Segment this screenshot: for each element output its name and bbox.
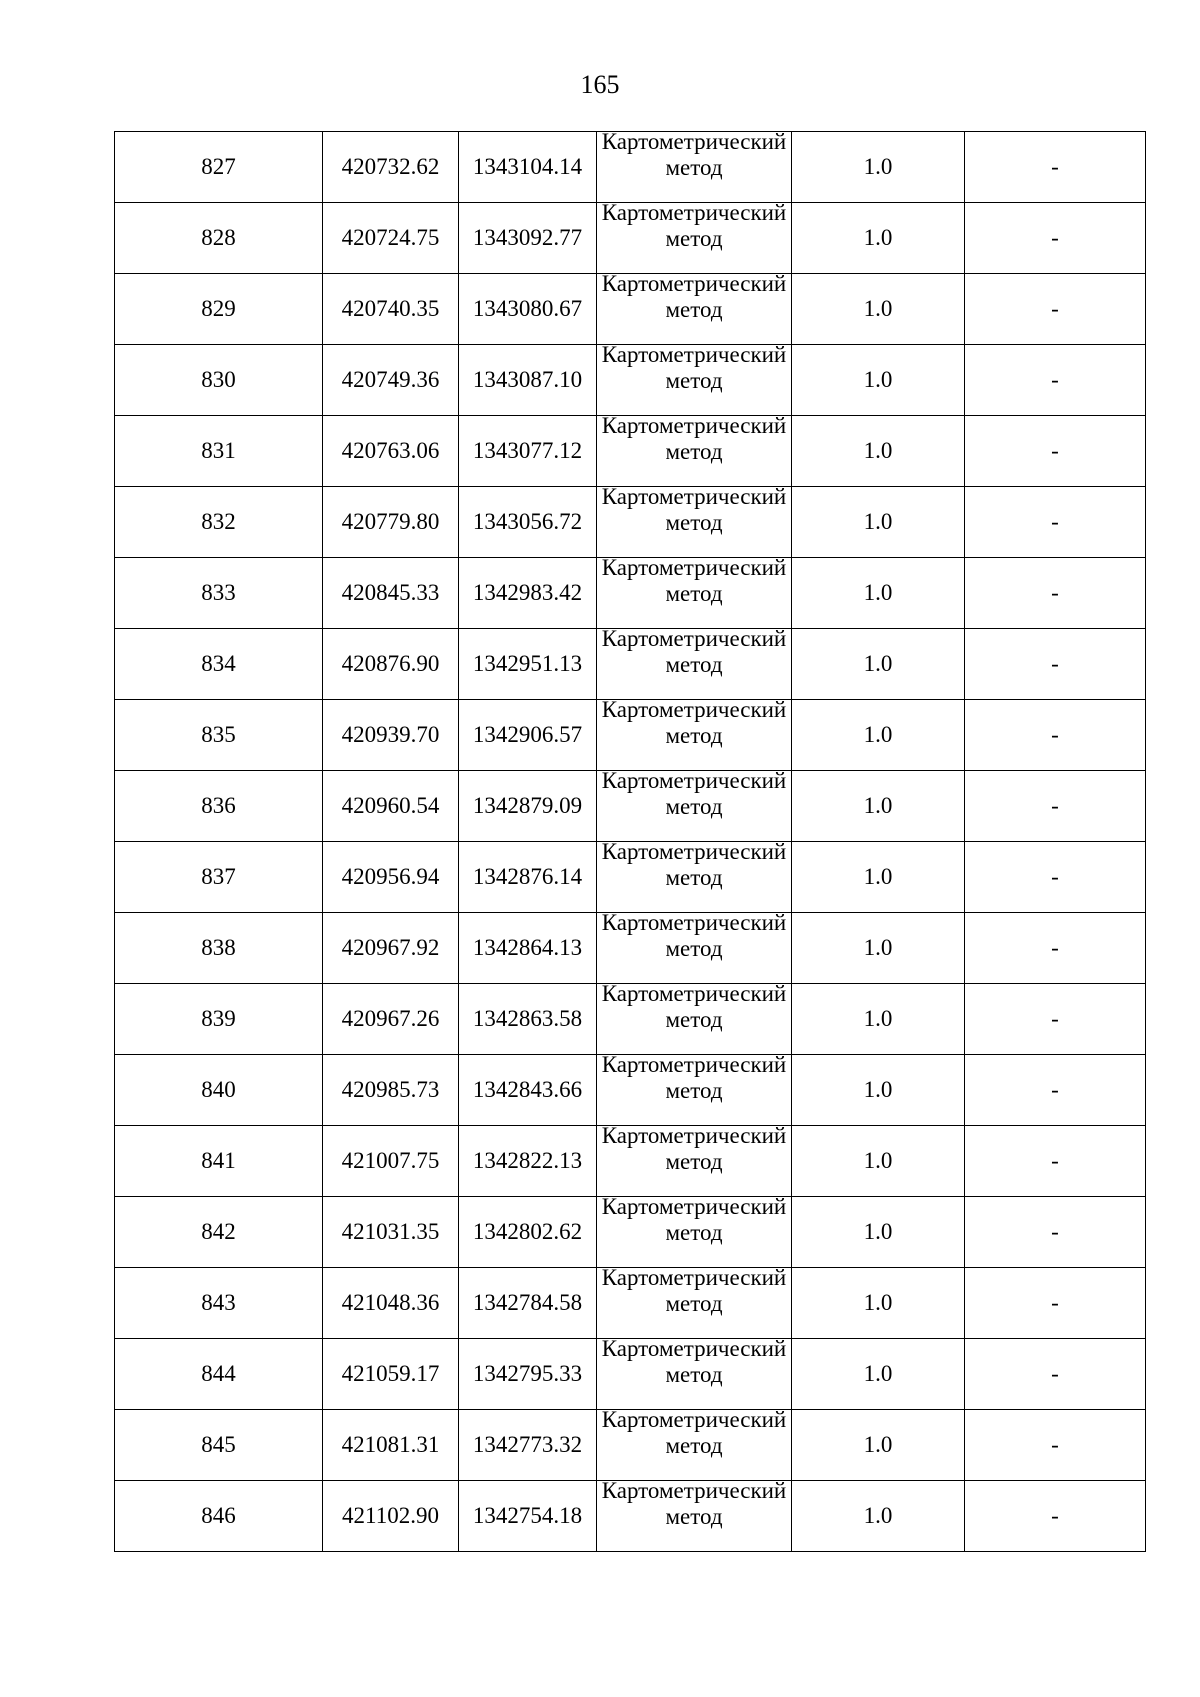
method-cell: [597, 200, 792, 274]
accuracy-cell: 1.0: [792, 558, 965, 629]
point-number-cell: 834: [115, 629, 323, 700]
method-cell: [597, 768, 792, 842]
method-text: [597, 1194, 791, 1246]
table-row: [115, 345, 1146, 416]
method-text: [597, 555, 791, 607]
y-coordinate-cell: 1342906.57: [459, 700, 597, 771]
note-cell: -: [965, 558, 1146, 629]
note-cell: -: [965, 629, 1146, 700]
accuracy-cell: 1.0: [792, 629, 965, 700]
method-cell: [597, 1336, 792, 1410]
method-cell: [597, 1407, 792, 1481]
method-line-1: Картометрический: [601, 129, 787, 154]
table-row: [115, 629, 1146, 700]
table-row: [115, 132, 1146, 203]
method-text: [597, 342, 791, 394]
note-cell: -: [965, 487, 1146, 558]
table-row: [115, 1197, 1146, 1268]
accuracy-cell: 1.0: [792, 700, 965, 771]
point-number-cell: 835: [115, 700, 323, 771]
y-coordinate-cell: 1343092.77: [459, 203, 597, 274]
x-coordinate-cell: 420732.62: [323, 132, 459, 203]
method-line-2: метод: [665, 1149, 723, 1174]
y-coordinate-cell: 1342843.66: [459, 1055, 597, 1126]
accuracy-cell: 1.0: [792, 132, 965, 203]
method-line-1: Картометрический: [601, 981, 787, 1006]
table-row: [115, 274, 1146, 345]
point-number-cell: 829: [115, 274, 323, 345]
note-cell: -: [965, 1410, 1146, 1481]
note-cell: -: [965, 700, 1146, 771]
method-cell: [597, 271, 792, 345]
note-cell: -: [965, 1268, 1146, 1339]
method-line-1: Картометрический: [601, 1265, 787, 1290]
x-coordinate-cell: 420967.92: [323, 913, 459, 984]
method-line-1: Картометрический: [601, 1336, 787, 1361]
method-line-2: метод: [665, 1007, 723, 1032]
note-cell: -: [965, 1126, 1146, 1197]
y-coordinate-cell: 1342822.13: [459, 1126, 597, 1197]
method-line-2: метод: [665, 226, 723, 251]
accuracy-cell: 1.0: [792, 913, 965, 984]
method-cell: [597, 839, 792, 913]
x-coordinate-cell: 421102.90: [323, 1481, 459, 1552]
method-line-1: Картометрический: [601, 413, 787, 438]
x-coordinate-cell: 420845.33: [323, 558, 459, 629]
point-number-cell: 841: [115, 1126, 323, 1197]
table-row: [115, 203, 1146, 274]
y-coordinate-cell: 1342983.42: [459, 558, 597, 629]
x-coordinate-cell: 420779.80: [323, 487, 459, 558]
method-line-2: метод: [665, 1078, 723, 1103]
table-row: [115, 1339, 1146, 1410]
accuracy-cell: 1.0: [792, 416, 965, 487]
method-line-2: метод: [665, 297, 723, 322]
method-cell: [597, 981, 792, 1055]
method-line-1: Картометрический: [601, 1407, 787, 1432]
accuracy-cell: 1.0: [792, 274, 965, 345]
point-number-cell: 827: [115, 132, 323, 203]
table-row: [115, 487, 1146, 558]
x-coordinate-cell: 421081.31: [323, 1410, 459, 1481]
method-cell: [597, 697, 792, 771]
method-cell: [597, 413, 792, 487]
note-cell: -: [965, 416, 1146, 487]
table-row: [115, 842, 1146, 913]
method-cell: [597, 1052, 792, 1126]
accuracy-cell: 1.0: [792, 1268, 965, 1339]
point-number-cell: 839: [115, 984, 323, 1055]
x-coordinate-cell: 420960.54: [323, 771, 459, 842]
table-row: [115, 913, 1146, 984]
table-row: [115, 1126, 1146, 1197]
x-coordinate-cell: 421007.75: [323, 1126, 459, 1197]
point-number-cell: 831: [115, 416, 323, 487]
note-cell: -: [965, 132, 1146, 203]
method-line-2: метод: [665, 155, 723, 180]
method-text: [597, 271, 791, 323]
point-number-cell: 842: [115, 1197, 323, 1268]
note-cell: -: [965, 345, 1146, 416]
method-text: [597, 839, 791, 891]
accuracy-cell: 1.0: [792, 487, 965, 558]
accuracy-cell: 1.0: [792, 1339, 965, 1410]
y-coordinate-cell: 1342864.13: [459, 913, 597, 984]
y-coordinate-cell: 1342802.62: [459, 1197, 597, 1268]
accuracy-cell: 1.0: [792, 984, 965, 1055]
point-number-cell: 833: [115, 558, 323, 629]
table-row: [115, 1481, 1146, 1552]
y-coordinate-cell: 1343077.12: [459, 416, 597, 487]
table-row: [115, 1410, 1146, 1481]
accuracy-cell: 1.0: [792, 842, 965, 913]
note-cell: -: [965, 984, 1146, 1055]
note-cell: -: [965, 913, 1146, 984]
y-coordinate-cell: 1342773.32: [459, 1410, 597, 1481]
accuracy-cell: 1.0: [792, 345, 965, 416]
method-text: [597, 626, 791, 678]
y-coordinate-cell: 1342879.09: [459, 771, 597, 842]
y-coordinate-cell: 1343080.67: [459, 274, 597, 345]
x-coordinate-cell: 420724.75: [323, 203, 459, 274]
table-row: [115, 1268, 1146, 1339]
point-number-cell: 832: [115, 487, 323, 558]
method-text: [597, 413, 791, 465]
method-line-1: Картометрический: [601, 1123, 787, 1148]
accuracy-cell: 1.0: [792, 1126, 965, 1197]
y-coordinate-cell: 1342784.58: [459, 1268, 597, 1339]
table-row: [115, 984, 1146, 1055]
note-cell: -: [965, 1339, 1146, 1410]
point-number-cell: 843: [115, 1268, 323, 1339]
accuracy-cell: 1.0: [792, 1481, 965, 1552]
method-text: [597, 768, 791, 820]
method-line-2: метод: [665, 510, 723, 535]
method-line-1: Картометрический: [601, 697, 787, 722]
x-coordinate-cell: 420876.90: [323, 629, 459, 700]
method-line-2: метод: [665, 439, 723, 464]
method-cell: [597, 1194, 792, 1268]
method-text: [597, 697, 791, 749]
method-line-2: метод: [665, 794, 723, 819]
table-body: [115, 129, 1146, 1552]
method-line-1: Картометрический: [601, 271, 787, 296]
note-cell: -: [965, 842, 1146, 913]
method-cell: [597, 342, 792, 416]
method-cell: [597, 555, 792, 629]
method-line-2: метод: [665, 652, 723, 677]
y-coordinate-cell: 1343104.14: [459, 132, 597, 203]
method-text: [597, 129, 791, 181]
x-coordinate-cell: 420763.06: [323, 416, 459, 487]
method-line-2: метод: [665, 1433, 723, 1458]
note-cell: -: [965, 203, 1146, 274]
accuracy-cell: 1.0: [792, 1055, 965, 1126]
method-line-1: Картометрический: [601, 1052, 787, 1077]
table-row: [115, 416, 1146, 487]
method-line-1: Картометрический: [601, 839, 787, 864]
method-line-1: Картометрический: [601, 200, 787, 225]
y-coordinate-cell: 1342754.18: [459, 1481, 597, 1552]
method-text: [597, 1052, 791, 1104]
point-number-cell: 846: [115, 1481, 323, 1552]
method-text: [597, 910, 791, 962]
x-coordinate-cell: 420956.94: [323, 842, 459, 913]
method-text: [597, 1407, 791, 1459]
y-coordinate-cell: 1343056.72: [459, 487, 597, 558]
method-line-1: Картометрический: [601, 626, 787, 651]
method-line-1: Картометрический: [601, 1194, 787, 1219]
method-text: [597, 1478, 791, 1530]
method-text: [597, 1336, 791, 1388]
table-row: [115, 1055, 1146, 1126]
y-coordinate-cell: 1342795.33: [459, 1339, 597, 1410]
point-number-cell: 840: [115, 1055, 323, 1126]
method-text: [597, 1123, 791, 1175]
accuracy-cell: 1.0: [792, 1197, 965, 1268]
x-coordinate-cell: 421048.36: [323, 1268, 459, 1339]
x-coordinate-cell: 420967.26: [323, 984, 459, 1055]
x-coordinate-cell: 420749.36: [323, 345, 459, 416]
y-coordinate-cell: 1342876.14: [459, 842, 597, 913]
x-coordinate-cell: 420740.35: [323, 274, 459, 345]
y-coordinate-cell: 1342863.58: [459, 984, 597, 1055]
method-line-2: метод: [665, 581, 723, 606]
point-number-cell: 838: [115, 913, 323, 984]
x-coordinate-cell: 420985.73: [323, 1055, 459, 1126]
point-number-cell: 830: [115, 345, 323, 416]
method-line-1: Картометрический: [601, 768, 787, 793]
note-cell: -: [965, 1197, 1146, 1268]
table-row: [115, 558, 1146, 629]
accuracy-cell: 1.0: [792, 771, 965, 842]
method-line-1: Картометрический: [601, 342, 787, 367]
x-coordinate-cell: 421059.17: [323, 1339, 459, 1410]
method-cell: [597, 129, 792, 203]
method-line-2: метод: [665, 936, 723, 961]
note-cell: -: [965, 1481, 1146, 1552]
method-line-1: Картометрический: [601, 484, 787, 509]
method-line-1: Картометрический: [601, 1478, 787, 1503]
point-number-cell: 836: [115, 771, 323, 842]
accuracy-cell: 1.0: [792, 1410, 965, 1481]
method-line-2: метод: [665, 723, 723, 748]
point-number-cell: 844: [115, 1339, 323, 1410]
coordinates-table: [114, 131, 1146, 1552]
method-cell: [597, 1123, 792, 1197]
method-line-2: метод: [665, 1291, 723, 1316]
note-cell: -: [965, 1055, 1146, 1126]
method-line-2: метод: [665, 865, 723, 890]
method-cell: [597, 1265, 792, 1339]
y-coordinate-cell: 1342951.13: [459, 629, 597, 700]
method-text: [597, 484, 791, 536]
method-line-2: метод: [665, 1504, 723, 1529]
method-text: [597, 1265, 791, 1317]
x-coordinate-cell: 420939.70: [323, 700, 459, 771]
method-line-2: метод: [665, 1362, 723, 1387]
page-number: 165: [580, 70, 620, 99]
x-coordinate-cell: 421031.35: [323, 1197, 459, 1268]
y-coordinate-cell: 1343087.10: [459, 345, 597, 416]
method-line-1: Картометрический: [601, 555, 787, 580]
accuracy-cell: 1.0: [792, 203, 965, 274]
method-line-2: метод: [665, 1220, 723, 1245]
point-number-cell: 828: [115, 203, 323, 274]
point-number-cell: 845: [115, 1410, 323, 1481]
method-line-2: метод: [665, 368, 723, 393]
note-cell: -: [965, 274, 1146, 345]
method-line-1: Картометрический: [601, 910, 787, 935]
method-cell: [597, 626, 792, 700]
table-row: [115, 700, 1146, 771]
method-cell: [597, 910, 792, 984]
method-cell: [597, 1478, 792, 1552]
table-row: [115, 771, 1146, 842]
method-text: [597, 200, 791, 252]
method-cell: [597, 484, 792, 558]
point-number-cell: 837: [115, 842, 323, 913]
method-text: [597, 981, 791, 1033]
note-cell: -: [965, 771, 1146, 842]
